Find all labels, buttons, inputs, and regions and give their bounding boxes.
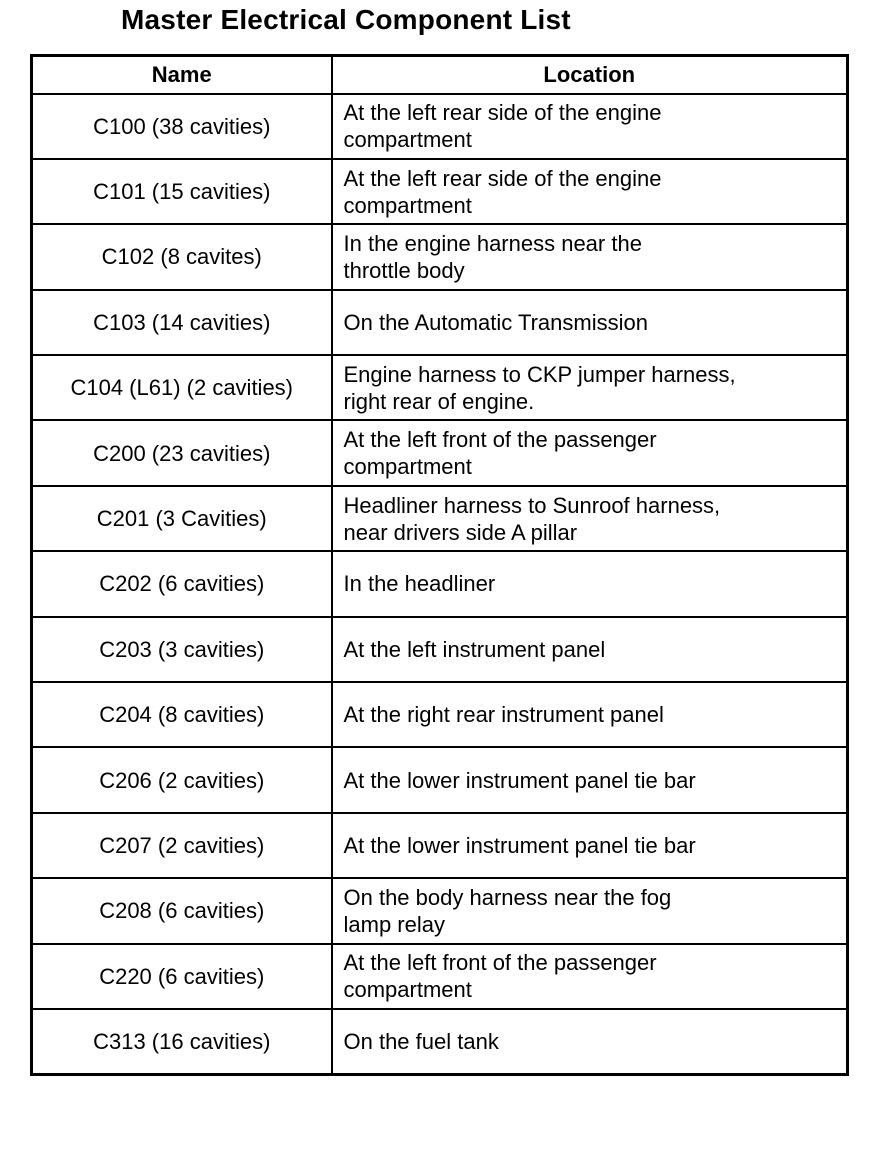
table-row — [32, 944, 848, 1009]
location-text-line: In the engine harness near the — [343, 230, 642, 256]
table-row — [32, 551, 848, 616]
component-location-cell — [332, 878, 848, 943]
page-title: Master Electrical Component List — [121, 4, 571, 35]
location-text-line: At the lower instrument panel tie bar — [343, 767, 696, 793]
location-text-line: Headliner harness to Sunroof harness, — [343, 492, 721, 518]
table-row — [32, 878, 848, 943]
component-name-cell: C203 (3 cavities) — [32, 617, 332, 682]
location-text-line: At the left rear side of the engine — [343, 100, 662, 126]
location-text-line: At the left front of the passenger — [343, 427, 657, 453]
location-text-line: near drivers side A pillar — [343, 519, 578, 545]
location-text-line: At the lower instrument panel tie bar — [343, 832, 696, 858]
location-text-line: At the right rear instrument panel — [343, 702, 664, 728]
component-name-cell: C202 (6 cavities) — [32, 551, 332, 616]
location-text-line: At the left instrument panel — [343, 636, 606, 662]
component-name-cell: C103 (14 cavities) — [32, 290, 332, 355]
component-name-cell: C104 (L61) (2 cavities) — [32, 355, 332, 420]
table-row — [32, 224, 848, 289]
table-row — [32, 1009, 848, 1074]
component-location-cell — [332, 813, 848, 878]
component-location-cell — [332, 747, 848, 812]
location-text-line: compartment — [343, 977, 472, 1003]
component-location-cell — [332, 682, 848, 747]
location-text-line: throttle body — [343, 257, 465, 283]
name-column-header: Name — [32, 56, 332, 94]
component-name-cell: C200 (23 cavities) — [32, 420, 332, 485]
component-name-cell: C206 (2 cavities) — [32, 747, 332, 812]
component-name-cell: C100 (38 cavities) — [32, 94, 332, 159]
location-text-line: On the fuel tank — [343, 1028, 499, 1054]
location-text-line: On the body harness near the fog — [343, 884, 672, 910]
table-row — [32, 159, 848, 224]
component-location-cell — [332, 355, 848, 420]
component-name-cell: C220 (6 cavities) — [32, 944, 332, 1009]
component-location-cell — [332, 944, 848, 1009]
location-text-line: compartment — [343, 127, 472, 153]
component-location-cell — [332, 420, 848, 485]
table-row — [32, 617, 848, 682]
location-text-line: On the Automatic Transmission — [343, 309, 648, 335]
component-name-cell: C313 (16 cavities) — [32, 1009, 332, 1074]
location-text-line: Engine harness to CKP jumper harness, — [343, 361, 736, 387]
location-text-line: compartment — [343, 192, 472, 218]
component-name-cell: C201 (3 Cavities) — [32, 486, 332, 551]
table-row — [32, 747, 848, 812]
component-location-cell — [332, 486, 848, 551]
component-name-cell: C101 (15 cavities) — [32, 159, 332, 224]
component-table — [30, 54, 849, 1076]
component-location-cell — [332, 94, 848, 159]
component-location-cell — [332, 1009, 848, 1074]
location-text-line: right rear of engine. — [343, 388, 535, 414]
location-text-line: compartment — [343, 454, 472, 480]
table-row — [32, 355, 848, 420]
location-text-line: At the left front of the passenger — [343, 950, 657, 976]
header-row — [32, 56, 848, 94]
location-column-header: Location — [332, 56, 848, 94]
location-text-line: At the left rear side of the engine — [343, 165, 662, 191]
component-location-cell — [332, 617, 848, 682]
component-name-cell: C204 (8 cavities) — [32, 682, 332, 747]
table-row — [32, 486, 848, 551]
component-location-cell — [332, 551, 848, 616]
table-row — [32, 682, 848, 747]
component-location-cell — [332, 159, 848, 224]
component-name-cell: C208 (6 cavities) — [32, 878, 332, 943]
location-text-line: In the headliner — [343, 571, 496, 597]
component-location-cell — [332, 290, 848, 355]
location-text-line: lamp relay — [343, 911, 445, 937]
table-row — [32, 94, 848, 159]
table-row — [32, 813, 848, 878]
component-name-cell: C102 (8 cavites) — [32, 224, 332, 289]
table-body — [32, 94, 848, 1075]
component-location-cell — [332, 224, 848, 289]
component-name-cell: C207 (2 cavities) — [32, 813, 332, 878]
table-row — [32, 290, 848, 355]
table-row — [32, 420, 848, 485]
